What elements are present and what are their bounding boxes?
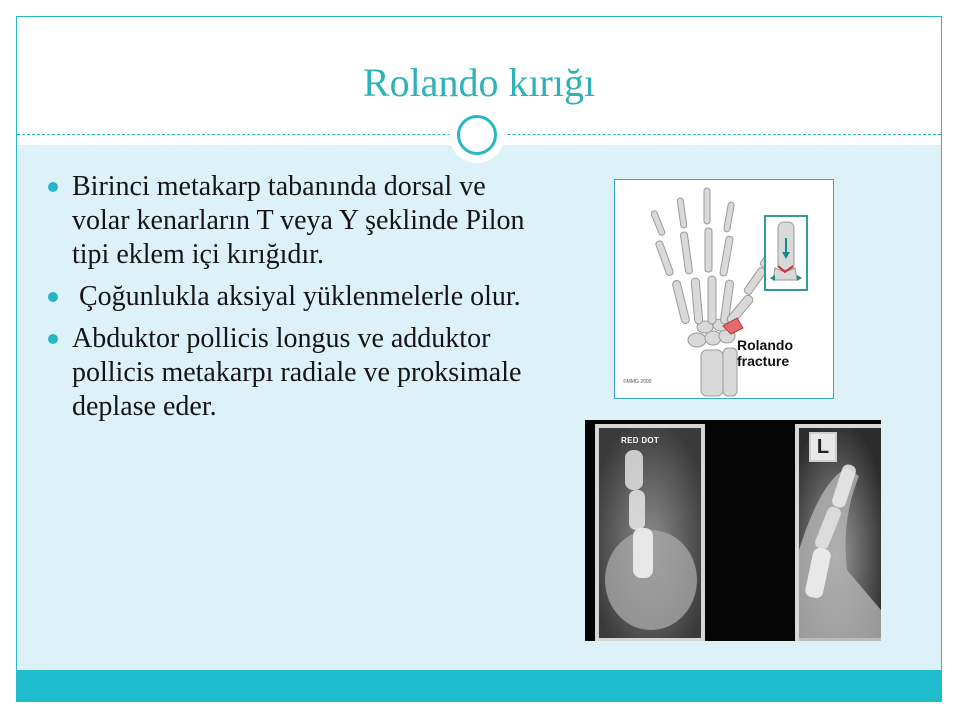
xray-marker-text: RED DOT xyxy=(621,436,660,445)
bullet-dot-icon xyxy=(48,334,58,344)
xray-image xyxy=(585,420,881,641)
fracture-label-line1: Rolando xyxy=(737,337,793,353)
bullet-text: Birinci metakarp tabanında dorsal ve volar kenarların T veya Y şeklinde Pilon tipi eklem içi kırığıdır. xyxy=(72,171,525,270)
hand-skeleton-image xyxy=(615,180,833,398)
divider-ring-icon xyxy=(457,115,497,155)
hand-fracture-illustration xyxy=(614,179,834,399)
bullet-dot-icon xyxy=(48,292,58,302)
bullet-list xyxy=(48,170,548,432)
bullet-item xyxy=(48,170,548,272)
slide-title: Rolando kırığı xyxy=(362,60,596,105)
fracture-label-line2: fracture xyxy=(737,353,790,369)
bullet-item xyxy=(48,280,548,314)
copyright-text: ©MMG 2009 xyxy=(623,379,652,385)
bottom-band xyxy=(17,670,941,701)
fracture-label xyxy=(737,337,793,369)
bullet-text: Çoğunlukla aksiyal yüklenmelerle olur. xyxy=(72,281,521,312)
xray-side-marker: L xyxy=(809,432,837,462)
bullet-dot-icon xyxy=(48,182,58,192)
bullet-item xyxy=(48,322,548,424)
bullet-text: Abduktor pollicis longus ve adduktor pollicis metakarpı radiale ve proksimale deplase eder. xyxy=(72,323,522,422)
